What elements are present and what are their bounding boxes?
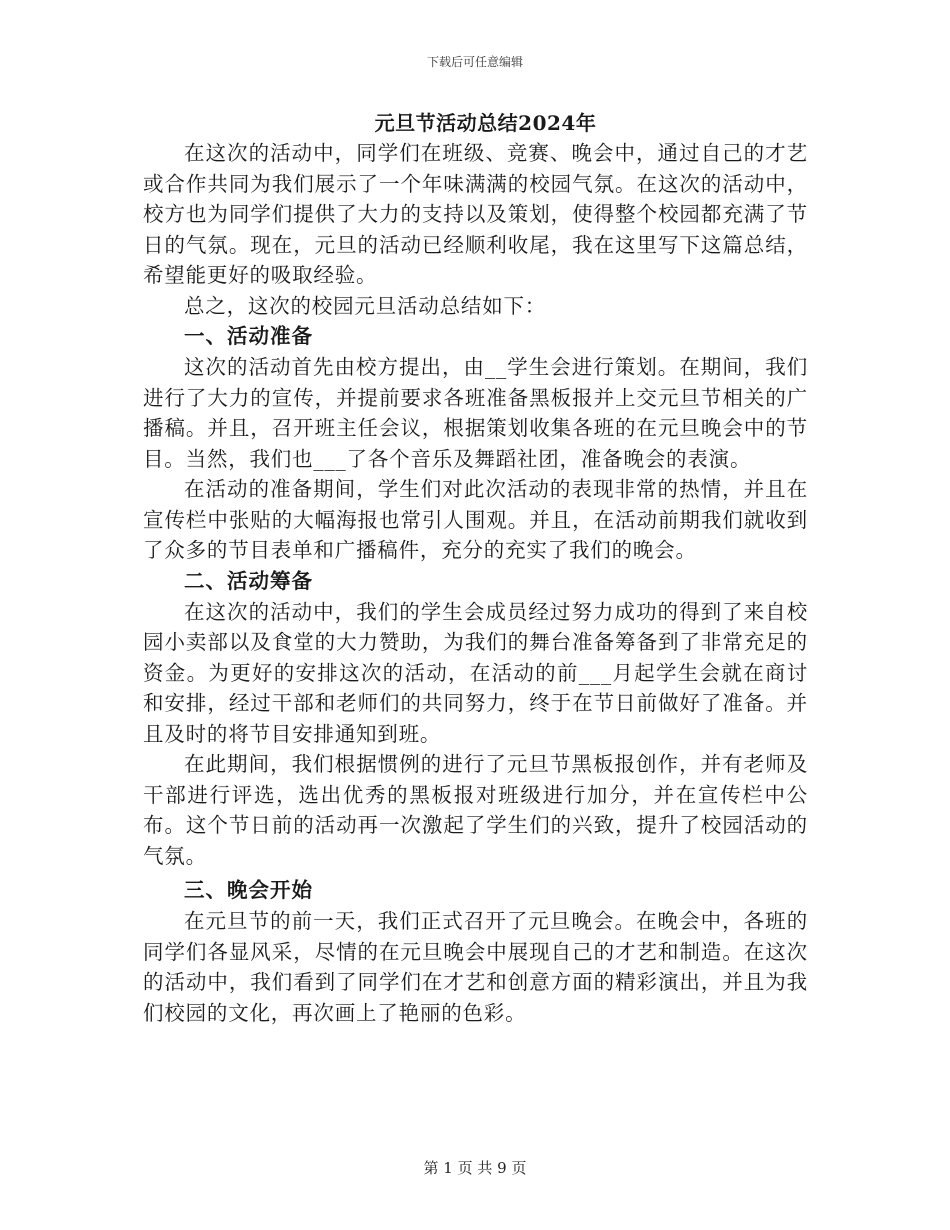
paragraph-summary-lead: 总之，这次的校园元旦活动总结如下：: [184, 293, 547, 318]
paragraph-gala: 在元旦节的前一天，我们正式召开了元旦晚会。在晚会中，各班的同学们各显风采，尽情的在元旦晚会中展现自己的才艺和制造。在这次的活动中，我们看到了同学们在才艺和创意方面的精彩演出，并且为我们校园的文化，再次画上了艳丽的色彩。: [143, 909, 808, 1025]
paragraph-planning-1: 在这次的活动中，我们的学生会成员经过努力成功的得到了来自校园小卖部以及食堂的大力赞助，为我们的舞台准备筹备到了非常充足的资金。为更好的安排这次的活动，在活动的前___月起学生会就在商讨和安排，经过干部和老师们的共同努力，终于在节日前做好了准备。并且及时的将节目安排通知到班。: [143, 599, 808, 746]
header-note: 下载后可任意编辑: [426, 55, 523, 69]
paragraph-intro: 在这次的活动中，同学们在班级、竞赛、晚会中，通过自己的才艺或合作共同为我们展示了一个年味满满的校园气氛。在这次的活动中，校方也为同学们提供了大力的支持以及策划，使得整个校园都充满了节日的气氛。现在，元旦的活动已经顺利收尾，我在这里写下这篇总结，希望能更好的吸取经验。: [143, 141, 808, 287]
section-heading-preparation: 一、活动准备: [184, 324, 313, 348]
paragraph-preparation-2: 在活动的准备期间，学生们对此次活动的表现非常的热情，并且在宣传栏中张贴的大幅海报也常引人围观。并且，在活动前期我们就收到了众多的节目表单和广播稿件，充分的充实了我们的晚会。: [143, 477, 808, 562]
section-heading-planning: 二、活动筹备: [184, 568, 313, 593]
paragraph-planning-2: 在此期间，我们根据惯例的进行了元旦节黑板报创作，并有老师及干部进行评选，选出优秀的黑板报对班级进行加分，并在宣传栏中公布。这个节日前的活动再一次激起了学生们的兴致，提升了校园活动的气氛。: [143, 752, 808, 868]
document-body: [143, 108, 808, 1028]
section-heading-gala: 三、晚会开始: [184, 878, 313, 902]
page-number: 第 1 页 共 9 页: [423, 1159, 527, 1177]
paragraph-preparation-1: 这次的活动首先由校方提出，由__学生会进行策划。在期间，我们进行了大力的宣传，并提前要求各班准备黑板报并上交元旦节相关的广播稿。并且，召开班主任会议，根据策划收集各班的在元旦晚会中的节目。当然，我们也___了各个音乐及舞蹈社团，准备晚会的表演。: [143, 355, 808, 471]
document-title: 元旦节活动总结2024年: [374, 111, 597, 135]
